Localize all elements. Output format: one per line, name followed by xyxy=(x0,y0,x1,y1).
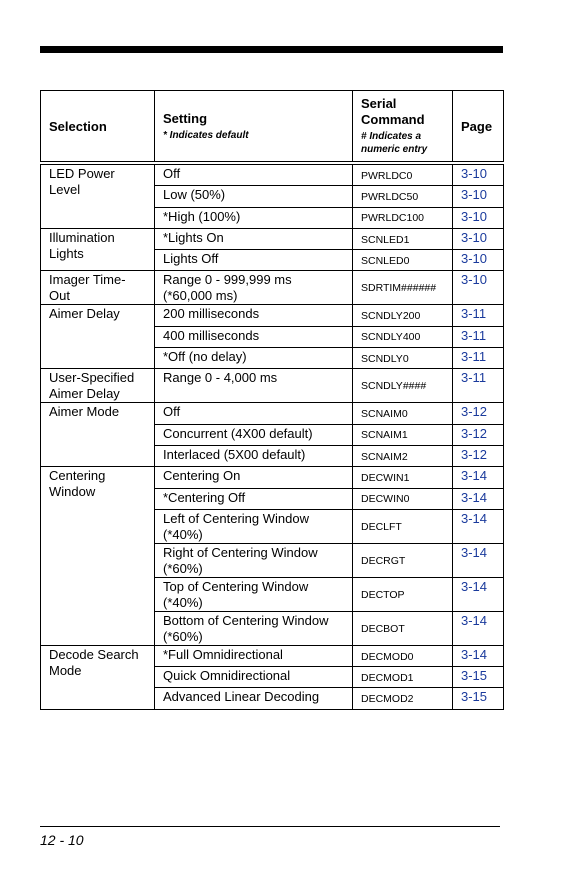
page-link[interactable]: 3-11 xyxy=(453,326,504,347)
page-link[interactable]: 3-10 xyxy=(453,207,504,228)
table-header-row xyxy=(41,91,504,164)
setting-cell: Right of Centering Window (*60%) xyxy=(155,543,353,577)
serial-cell: SCNDLY#### xyxy=(353,369,453,403)
page-number: 12 - 10 xyxy=(40,832,84,848)
setting-cell: Centering On xyxy=(155,467,353,488)
setting-cell: Concurrent (4X00 default) xyxy=(155,424,353,445)
setting-cell: Quick Omnidirectional xyxy=(155,667,353,688)
header-selection: Selection xyxy=(41,91,155,164)
table-row xyxy=(41,467,504,488)
setting-cell: Top of Centering Window (*40%) xyxy=(155,577,353,611)
header-page: Page xyxy=(453,91,504,164)
serial-cell: DECLFT xyxy=(353,509,453,543)
page-link[interactable]: 3-12 xyxy=(453,445,504,466)
setting-cell: 200 milliseconds xyxy=(155,305,353,326)
page-link[interactable]: 3-10 xyxy=(453,186,504,207)
page-link[interactable]: 3-11 xyxy=(453,369,504,403)
serial-cell: SCNDLY200 xyxy=(353,305,453,326)
page-link[interactable]: 3-10 xyxy=(453,250,504,271)
setting-cell: Range 0 - 4,000 ms xyxy=(155,369,353,403)
header-serial-command xyxy=(353,91,453,164)
table-row xyxy=(41,305,504,326)
table-row xyxy=(41,228,504,249)
header-serial-line1: Serial xyxy=(361,96,397,111)
setting-cell: *Off (no delay) xyxy=(155,348,353,369)
selection-cell: Imager Time-Out xyxy=(41,271,155,305)
page-link[interactable]: 3-14 xyxy=(453,543,504,577)
page-link[interactable]: 3-14 xyxy=(453,577,504,611)
table-row xyxy=(41,271,504,305)
serial-cell: DECBOT xyxy=(353,611,453,645)
page-link[interactable]: 3-15 xyxy=(453,688,504,709)
selection-cell: Aimer Mode xyxy=(41,403,155,467)
serial-cell: DECMOD1 xyxy=(353,667,453,688)
header-serial-note2: numeric entry xyxy=(361,144,428,155)
page-link[interactable]: 3-11 xyxy=(453,305,504,326)
serial-cell: DECRGT xyxy=(353,543,453,577)
selection-cell: Aimer Delay xyxy=(41,305,155,369)
serial-cell: SDRTIM###### xyxy=(353,271,453,305)
page-link[interactable]: 3-14 xyxy=(453,645,504,666)
selection-cell: User-Specified Aimer Delay xyxy=(41,369,155,403)
header-setting-label: Setting xyxy=(163,110,208,126)
setting-cell: Bottom of Centering Window (*60%) xyxy=(155,611,353,645)
serial-cell: PWRLDC50 xyxy=(353,186,453,207)
header-setting-note: * Indicates default xyxy=(163,129,249,141)
header-setting xyxy=(155,91,353,164)
setting-cell: *High (100%) xyxy=(155,207,353,228)
serial-cell: PWRLDC100 xyxy=(353,207,453,228)
setting-cell: *Centering Off xyxy=(155,488,353,509)
serial-cell: DECMOD0 xyxy=(353,645,453,666)
page-link[interactable]: 3-14 xyxy=(453,467,504,488)
serial-cell: PWRLDC0 xyxy=(353,163,453,186)
serial-cell: SCNDLY0 xyxy=(353,348,453,369)
header-serial-note1: # Indicates a xyxy=(361,131,422,142)
setting-cell: Low (50%) xyxy=(155,186,353,207)
serial-cell: SCNLED0 xyxy=(353,250,453,271)
serial-cell: DECTOP xyxy=(353,577,453,611)
setting-cell: *Full Omnidirectional xyxy=(155,645,353,666)
setting-cell: Interlaced (5X00 default) xyxy=(155,445,353,466)
page-link[interactable]: 3-12 xyxy=(453,403,504,424)
setting-cell: Left of Centering Window (*40%) xyxy=(155,509,353,543)
selection-cell: LED Power Level xyxy=(41,163,155,228)
setting-cell: Range 0 - 999,999 ms (*60,000 ms) xyxy=(155,271,353,305)
serial-command-table xyxy=(40,90,504,710)
serial-cell: DECWIN1 xyxy=(353,467,453,488)
setting-cell: Lights Off xyxy=(155,250,353,271)
top-rule xyxy=(40,46,503,53)
page-link[interactable]: 3-14 xyxy=(453,488,504,509)
serial-cell: SCNAIM0 xyxy=(353,403,453,424)
serial-cell: SCNAIM1 xyxy=(353,424,453,445)
table-row xyxy=(41,645,504,666)
page-link[interactable]: 3-14 xyxy=(453,509,504,543)
selection-cell: Centering Window xyxy=(41,467,155,646)
page-link[interactable]: 3-15 xyxy=(453,667,504,688)
setting-cell: Off xyxy=(155,403,353,424)
table-row xyxy=(41,163,504,186)
setting-cell: 400 milliseconds xyxy=(155,326,353,347)
setting-cell: *Lights On xyxy=(155,228,353,249)
header-serial-line2: Command xyxy=(361,112,425,127)
selection-cell: Decode Search Mode xyxy=(41,645,155,709)
page-link[interactable]: 3-10 xyxy=(453,271,504,305)
page-link[interactable]: 3-11 xyxy=(453,348,504,369)
page-link[interactable]: 3-10 xyxy=(453,163,504,186)
serial-cell: SCNAIM2 xyxy=(353,445,453,466)
serial-cell: DECMOD2 xyxy=(353,688,453,709)
setting-cell: Off xyxy=(155,163,353,186)
serial-cell: SCNDLY400 xyxy=(353,326,453,347)
selection-cell: Illumination Lights xyxy=(41,228,155,271)
serial-cell: SCNLED1 xyxy=(353,228,453,249)
serial-cell: DECWIN0 xyxy=(353,488,453,509)
bottom-rule xyxy=(40,826,500,827)
page-link[interactable]: 3-14 xyxy=(453,611,504,645)
page-link[interactable]: 3-12 xyxy=(453,424,504,445)
setting-cell: Advanced Linear Decoding xyxy=(155,688,353,709)
page-link[interactable]: 3-10 xyxy=(453,228,504,249)
table-row xyxy=(41,403,504,424)
table-row xyxy=(41,369,504,403)
